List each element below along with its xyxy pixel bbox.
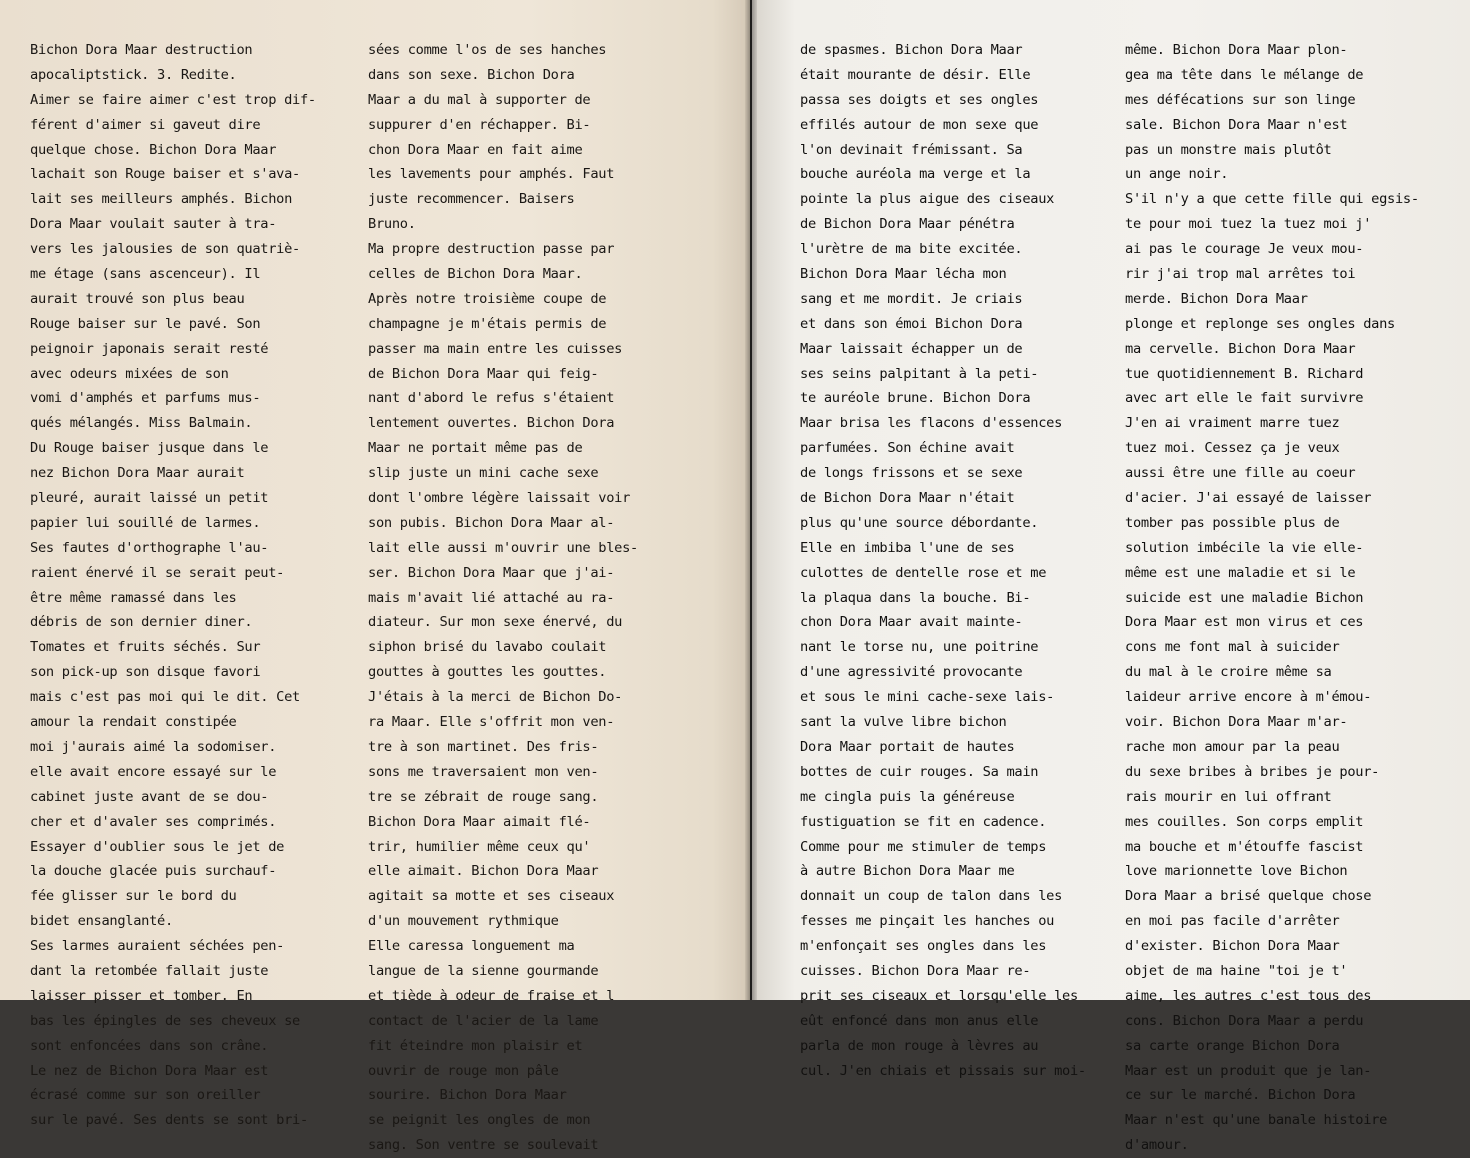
text-line: juste recommencer. Baisers bbox=[368, 191, 575, 208]
text-line: cons me font mal à suicider bbox=[1125, 639, 1340, 656]
text-line: pointe la plus aigue des ciseaux bbox=[800, 191, 1055, 208]
text-line: et sous le mini cache-sexe lais- bbox=[800, 689, 1055, 706]
text-line: parfumées. Son échine avait bbox=[800, 440, 1015, 457]
text-line: passer ma main entre les cuisses bbox=[368, 340, 623, 357]
text-line: contact de l'acier de la lame bbox=[368, 1012, 599, 1029]
text-line: Dora Maar voulait sauter à tra- bbox=[30, 216, 277, 233]
text-line: lachait son Rouge baiser et s'ava- bbox=[30, 166, 300, 183]
text-line: Dora Maar portait de hautes bbox=[800, 738, 1015, 755]
text-line: avec odeurs mixées de son bbox=[30, 365, 229, 382]
text-line: Dora Maar a brisé quelque chose bbox=[1125, 888, 1372, 905]
text-line: sur le pavé. Ses dents se sont bri- bbox=[30, 1112, 308, 1129]
text-line: lait elle aussi m'ouvrir une bles- bbox=[368, 539, 638, 556]
text-line: d'un mouvement rythmique bbox=[368, 913, 559, 930]
text-line: à autre Bichon Dora Maar me bbox=[800, 863, 1015, 880]
text-line: d'amour. bbox=[1125, 1137, 1189, 1154]
text-line: ra Maar. Elle s'offrit mon ven- bbox=[368, 714, 615, 731]
text-line: te auréole brune. Bichon Dora bbox=[800, 390, 1031, 407]
text-line: voir. Bichon Dora Maar m'ar- bbox=[1125, 714, 1348, 731]
text-line: Bruno. bbox=[368, 216, 416, 233]
text-line: ai pas le courage Je veux mou- bbox=[1125, 241, 1364, 258]
text-line: Aimer se faire aimer c'est trop dif- bbox=[30, 91, 316, 108]
text-line: et dans son émoi Bichon Dora bbox=[800, 315, 1023, 332]
text-line: sourire. Bichon Dora Maar bbox=[368, 1087, 567, 1104]
text-line: eût enfoncé dans mon anus elle bbox=[800, 1012, 1039, 1029]
text-line: suicide est une maladie Bichon bbox=[1125, 589, 1364, 606]
text-line: Rouge baiser sur le pavé. Son bbox=[30, 315, 261, 332]
text-line: J'en ai vraiment marre tuez bbox=[1125, 415, 1340, 432]
text-line: gea ma tête dans le mélange de bbox=[1125, 66, 1364, 83]
text-line: J'étais à la merci de Bichon Do- bbox=[368, 689, 623, 706]
text-line: même est une maladie et si le bbox=[1125, 564, 1356, 581]
text-line: peignoir japonais serait resté bbox=[30, 340, 269, 357]
text-line: Maar a du mal à supporter de bbox=[368, 91, 591, 108]
text-line: S'il n'y a que cette fille qui egsis- bbox=[1125, 191, 1419, 208]
text-line: plonge et replonge ses ongles dans bbox=[1125, 315, 1395, 332]
text-line: papier lui souillé de larmes. bbox=[30, 514, 261, 531]
text-line: et tiède à odeur de fraise et l bbox=[368, 987, 615, 1004]
text-line: solution imbécile la vie elle- bbox=[1125, 539, 1364, 556]
text-line: aussi être une fille au coeur bbox=[1125, 465, 1356, 482]
text-line: champagne je m'étais permis de bbox=[368, 315, 607, 332]
text-line: Dora Maar est mon virus et ces bbox=[1125, 614, 1364, 631]
text-line: Maar est un produit que je lan- bbox=[1125, 1062, 1372, 1079]
text-line: un ange noir. bbox=[1125, 166, 1229, 183]
text-line: mais c'est pas moi qui le dit. Cet bbox=[30, 689, 300, 706]
text-line: d'exister. Bichon Dora Maar bbox=[1125, 938, 1340, 955]
text-line: donnait un coup de talon dans les bbox=[800, 888, 1063, 905]
text-line: Maar ne portait même pas de bbox=[368, 440, 583, 457]
text-line: Ses fautes d'orthographe l'au- bbox=[30, 539, 269, 556]
text-line: love marionnette love Bichon bbox=[1125, 863, 1348, 880]
text-line: aime, les autres c'est tous des bbox=[1125, 987, 1372, 1004]
text-line: cher et d'avaler ses comprimés. bbox=[30, 813, 277, 830]
text-line: la plaqua dans la bouche. Bi- bbox=[800, 589, 1031, 606]
text-line: ouvrir de rouge mon pâle bbox=[368, 1062, 559, 1079]
text-line: culottes de dentelle rose et me bbox=[800, 564, 1047, 581]
text-line: merde. Bichon Dora Maar bbox=[1125, 290, 1308, 307]
text-line: langue de la sienne gourmande bbox=[368, 962, 599, 979]
text-line: en moi pas facile d'arrêter bbox=[1125, 913, 1340, 930]
text-line: nant le torse nu, une poitrine bbox=[800, 639, 1039, 656]
text-line: Ma propre destruction passe par bbox=[368, 241, 615, 258]
text-line: nez Bichon Dora Maar aurait bbox=[30, 465, 245, 482]
book-gutter bbox=[745, 0, 757, 1000]
text-line: Elle en imbiba l'une de ses bbox=[800, 539, 1015, 556]
text-line: moi j'aurais aimé la sodomiser. bbox=[30, 738, 277, 755]
text-line: ma cervelle. Bichon Dora Maar bbox=[1125, 340, 1356, 357]
text-line: bottes de cuir rouges. Sa main bbox=[800, 763, 1039, 780]
text-line: fustiguation se fit en cadence. bbox=[800, 813, 1047, 830]
text-line: nant d'abord le refus s'étaient bbox=[368, 390, 615, 407]
text-line: quelque chose. Bichon Dora Maar bbox=[30, 141, 277, 158]
text-line: parla de mon rouge à lèvres au bbox=[800, 1037, 1039, 1054]
text-line: l'urètre de ma bite excitée. bbox=[800, 241, 1023, 258]
text-line: cabinet juste avant de se dou- bbox=[30, 788, 269, 805]
text-line: dans son sexe. Bichon Dora bbox=[368, 66, 575, 83]
text-line: cul. J'en chiais et pissais sur moi- bbox=[800, 1062, 1086, 1079]
text-line: mais m'avait lié attaché au ra- bbox=[368, 589, 615, 606]
text-line: dont l'ombre légère laissait voir bbox=[368, 490, 631, 507]
text-line: bouche auréola ma verge et la bbox=[800, 166, 1031, 183]
text-line: mes couilles. Son corps emplit bbox=[1125, 813, 1364, 830]
text-line: plus qu'une source débordante. bbox=[800, 514, 1039, 531]
text-line: ser. Bichon Dora Maar que j'ai- bbox=[368, 564, 615, 581]
text-line: Tomates et fruits séchés. Sur bbox=[30, 639, 261, 656]
text-line: Maar brisa les flacons d'essences bbox=[800, 415, 1063, 432]
text-line: son pubis. Bichon Dora Maar al- bbox=[368, 514, 615, 531]
text-line: suppurer d'en réchapper. Bi- bbox=[368, 116, 591, 133]
text-line: les lavements pour amphés. Faut bbox=[368, 166, 615, 183]
text-line: de spasmes. Bichon Dora Maar bbox=[800, 42, 1023, 58]
text-line: tre à son martinet. Des fris- bbox=[368, 738, 599, 755]
text-line: effilés autour de mon sexe que bbox=[800, 116, 1039, 133]
text-line: être même ramassé dans les bbox=[30, 589, 237, 606]
text-line: Maar laissait échapper un de bbox=[800, 340, 1023, 357]
text-line: rir j'ai trop mal arrêtes toi bbox=[1125, 266, 1356, 283]
text-line: sant la vulve libre bichon bbox=[800, 714, 1007, 731]
text-line: tre se zébrait de rouge sang. bbox=[368, 788, 599, 805]
text-line: amour la rendait constipée bbox=[30, 714, 237, 731]
text-line: Elle caressa longuement ma bbox=[368, 938, 575, 955]
text-line: laisser pisser et tomber. En bbox=[30, 987, 253, 1004]
text-line: celles de Bichon Dora Maar. bbox=[368, 266, 583, 283]
text-line: me cingla puis la généreuse bbox=[800, 788, 1015, 805]
text-line: sale. Bichon Dora Maar n'est bbox=[1125, 116, 1348, 133]
text-line: fesses me pinçait les hanches ou bbox=[800, 913, 1055, 930]
text-line: Bichon Dora Maar aimait flé- bbox=[368, 813, 591, 830]
text-line: rais mourir en lui offrant bbox=[1125, 788, 1332, 805]
text-line: avec art elle le fait survivre bbox=[1125, 390, 1364, 407]
text-line: qués mélangés. Miss Balmain. bbox=[30, 415, 253, 432]
text-line: Essayer d'oublier sous le jet de bbox=[30, 838, 285, 855]
text-line: tomber pas possible plus de bbox=[1125, 514, 1340, 531]
text-line: bas les épingles de ses cheveux se bbox=[30, 1012, 300, 1029]
text-line: débris de son dernier diner. bbox=[30, 614, 253, 631]
text-line: l'on devinait frémissant. Sa bbox=[800, 141, 1023, 158]
text-line: prit ses ciseaux et lorsqu'elle les bbox=[800, 987, 1078, 1004]
text-line: cuisses. Bichon Dora Maar re- bbox=[800, 962, 1031, 979]
text-line: ses seins palpitant à la peti- bbox=[800, 365, 1039, 382]
text-line: me étage (sans ascenceur). Il bbox=[30, 266, 261, 283]
text-line: de Bichon Dora Maar pénétra bbox=[800, 216, 1015, 233]
text-line: bidet ensanglanté. bbox=[30, 913, 173, 930]
text-line: du mal à le croire même sa bbox=[1125, 664, 1332, 681]
text-line: Après notre troisième coupe de bbox=[368, 290, 607, 307]
text-line: Bichon Dora Maar destruction bbox=[30, 42, 253, 58]
text-line: mes défécations sur son linge bbox=[1125, 91, 1356, 108]
text-column-1 bbox=[30, 38, 316, 1133]
text-line: tue quotidiennement B. Richard bbox=[1125, 365, 1364, 382]
text-line: siphon brisé du lavabo coulait bbox=[368, 639, 607, 656]
text-line: même. Bichon Dora Maar plon- bbox=[1125, 42, 1348, 58]
text-line: vomi d'amphés et parfums mus- bbox=[30, 390, 261, 407]
text-line: était mourante de désir. Elle bbox=[800, 66, 1031, 83]
text-line: objet de ma haine "toi je t' bbox=[1125, 962, 1348, 979]
text-line: Le nez de Bichon Dora Maar est bbox=[30, 1062, 269, 1079]
text-column-3 bbox=[800, 38, 1086, 1083]
text-line: la douche glacée puis surchauf- bbox=[30, 863, 277, 880]
text-line: fée glisser sur le bord du bbox=[30, 888, 237, 905]
text-line: passa ses doigts et ses ongles bbox=[800, 91, 1039, 108]
text-line: sa carte orange Bichon Dora bbox=[1125, 1037, 1340, 1054]
text-line: Du Rouge baiser jusque dans le bbox=[30, 440, 269, 457]
text-line: pleuré, aurait laissé un petit bbox=[30, 490, 269, 507]
text-line: d'acier. J'ai essayé de laisser bbox=[1125, 490, 1372, 507]
text-line: vers les jalousies de son quatriè- bbox=[30, 241, 300, 258]
text-line: son pick-up son disque favori bbox=[30, 664, 261, 681]
text-line: ce sur le marché. Bichon Dora bbox=[1125, 1087, 1356, 1104]
text-line: férent d'aimer si gaveut dire bbox=[30, 116, 261, 133]
text-line: fit éteindre mon plaisir et bbox=[368, 1037, 583, 1054]
text-line: laideur arrive encore à m'émou- bbox=[1125, 689, 1372, 706]
text-line: Ses larmes auraient séchées pen- bbox=[30, 938, 285, 955]
text-line: chon Dora Maar avait mainte- bbox=[800, 614, 1023, 631]
text-line: sées comme l'os de ses hanches bbox=[368, 42, 607, 58]
text-line: elle aimait. Bichon Dora Maar bbox=[368, 863, 599, 880]
text-line: trir, humilier même ceux qu' bbox=[368, 838, 591, 855]
text-line: Comme pour me stimuler de temps bbox=[800, 838, 1047, 855]
text-line: se peignit les ongles de mon bbox=[368, 1112, 591, 1129]
text-line: slip juste un mini cache sexe bbox=[368, 465, 599, 482]
text-line: sont enfoncées dans son crâne. bbox=[30, 1037, 269, 1054]
text-line: gouttes à gouttes les gouttes. bbox=[368, 664, 607, 681]
text-line: écrasé comme sur son oreiller bbox=[30, 1087, 261, 1104]
text-column-2 bbox=[368, 38, 638, 1158]
text-line: elle avait encore essayé sur le bbox=[30, 763, 277, 780]
text-line: d'une agressivité provocante bbox=[800, 664, 1023, 681]
text-line: Maar n'est qu'une banale histoire bbox=[1125, 1112, 1388, 1129]
text-line: de Bichon Dora Maar n'était bbox=[800, 490, 1015, 507]
text-line: de Bichon Dora Maar qui feig- bbox=[368, 365, 599, 382]
text-column-4 bbox=[1125, 38, 1419, 1158]
text-line: sang et me mordit. Je criais bbox=[800, 290, 1023, 307]
text-line: te pour moi tuez la tuez moi j' bbox=[1125, 216, 1372, 233]
text-line: tuez moi. Cessez ça je veux bbox=[1125, 440, 1340, 457]
text-line: rache mon amour par la peau bbox=[1125, 738, 1340, 755]
text-line: dant la retombée fallait juste bbox=[30, 962, 269, 979]
text-line: sang. Son ventre se soulevait bbox=[368, 1137, 599, 1154]
text-line: sons me traversaient mon ven- bbox=[368, 763, 599, 780]
text-line: agitait sa motte et ses ciseaux bbox=[368, 888, 615, 905]
text-line: raient énervé il se serait peut- bbox=[30, 564, 285, 581]
text-line: lentement ouvertes. Bichon Dora bbox=[368, 415, 615, 432]
text-line: diateur. Sur mon sexe énervé, du bbox=[368, 614, 623, 631]
text-line: aurait trouvé son plus beau bbox=[30, 290, 245, 307]
text-line: apocaliptstick. 3. Redite. bbox=[30, 66, 237, 83]
text-line: de longs frissons et se sexe bbox=[800, 465, 1023, 482]
text-line: ma bouche et m'étouffe fascist bbox=[1125, 838, 1364, 855]
text-line: du sexe bribes à bribes je pour- bbox=[1125, 763, 1380, 780]
text-line: lait ses meilleurs amphés. Bichon bbox=[30, 191, 293, 208]
text-line: m'enfonçait ses ongles dans les bbox=[800, 938, 1047, 955]
text-line: pas un monstre mais plutôt bbox=[1125, 141, 1332, 158]
text-line: chon Dora Maar en fait aime bbox=[368, 141, 583, 158]
text-line: Bichon Dora Maar lécha mon bbox=[800, 266, 1007, 283]
text-line: cons. Bichon Dora Maar a perdu bbox=[1125, 1012, 1364, 1029]
